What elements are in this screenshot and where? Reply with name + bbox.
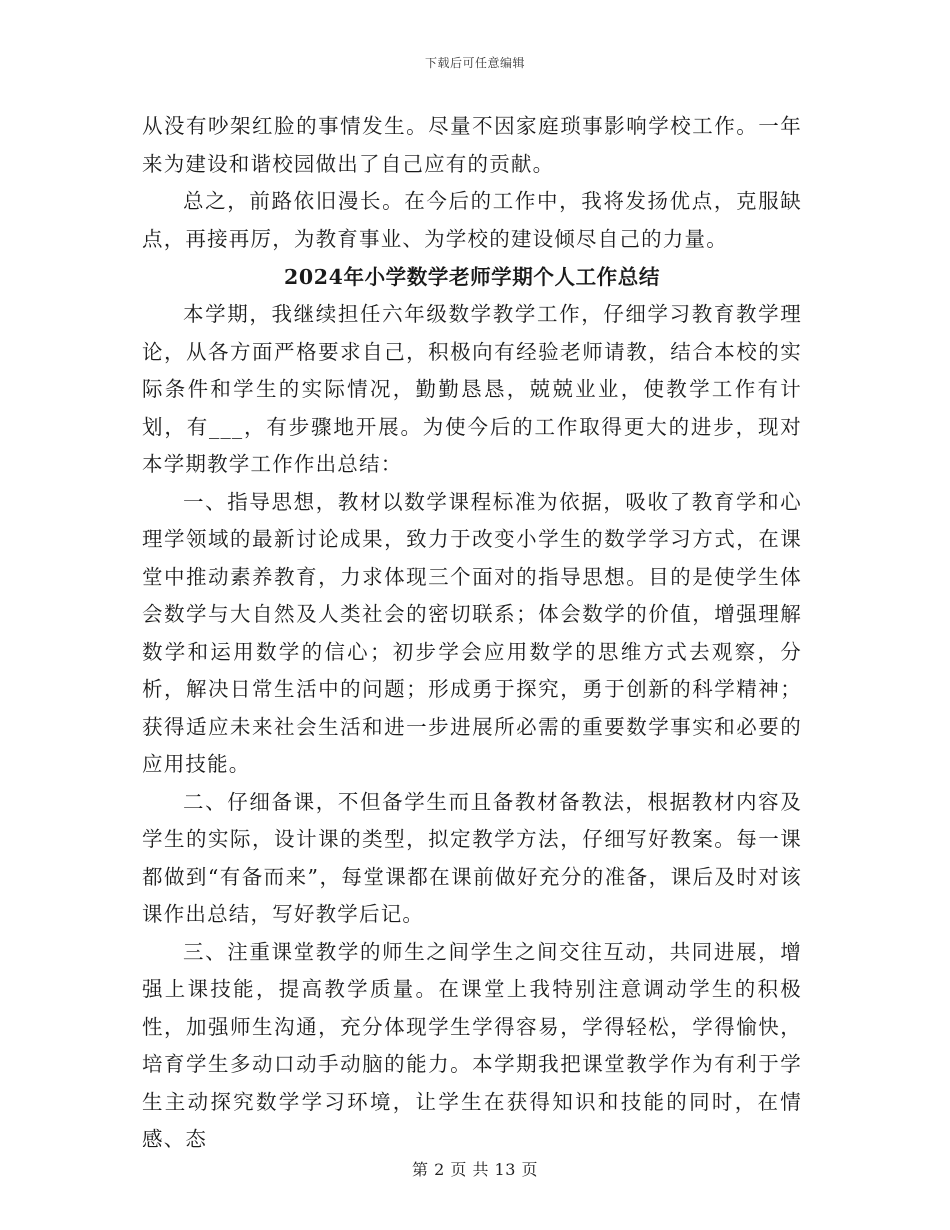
document-body — [142, 108, 802, 1159]
paragraph-classroom-teaching: 三、注重课堂教学的师生之间学生之间交往互动，共同进展，增强上课技能，提高教学质量。在课堂上我特别注意调动学生的积极性，加强师生沟通，充分体现学生学得容易，学得轻松，学得愉快，培育学生多动口动手动脑的能力。本学期我把课堂教学作为有利于学生主动探究数学学习环境，让学生在获得知识和技能的同时，在情感、态 — [142, 939, 802, 1151]
paragraph-guiding-ideology: 一、指导思想，教材以数学课程标准为依据，吸收了教育学和心理学领域的最新讨论成果，致力于改变小学生的数学学习方式，在课堂中推动素养教育，力求体现三个面对的指导思想。目的是使学生体会数学与大自然及人类社会的密切联系；体会数学的价值，增强理解数学和运用数学的信心；初步学会应用数学的思维方式去观察，分析，解决日常生活中的问题；形成勇于探究，勇于创新的科学精神；获得适应未来社会生活和进一步进展所必需的重要数学事实和必要的应用技能。 — [142, 489, 802, 776]
page-number: 第 2 页 共 13 页 — [412, 1160, 538, 1179]
paragraph-continuation: 从没有吵架红脸的事情发生。尽量不因家庭琐事影响学校工作。一年来为建设和谐校园做出了自己应有的贡献。 — [142, 114, 802, 176]
paragraph-conclusion: 总之，前路依旧漫长。在今后的工作中，我将发扬优点，克服缺点，再接再厉，为教育事业、为学校的建设倾尽自己的力量。 — [142, 189, 802, 251]
section-title: 2024年小学数学老师学期个人工作总结 — [284, 265, 660, 289]
page-header-note: 下载后可任意编辑 — [424, 56, 525, 70]
paragraph-lesson-preparation: 二、仔细备课，不但备学生而且备教材备教法，根据教材内容及学生的实际，设计课的类型，拟定教学方法，仔细写好教案。每一课都做到“有备而来”，每堂课都在课前做好充分的准备，课后及时对该课作出总结，写好教学后记。 — [142, 789, 802, 926]
paragraph-intro: 本学期，我继续担任六年级数学教学工作，仔细学习教育教学理论，从各方面严格要求自己，积极向有经验老师请教，结合本校的实际条件和学生的实际情况，勤勤恳恳，兢兢业业，使教学工作有计划，有___，有步骤地开展。为使今后的工作取得更大的进步，现对本学期教学工作作出总结： — [142, 302, 802, 476]
